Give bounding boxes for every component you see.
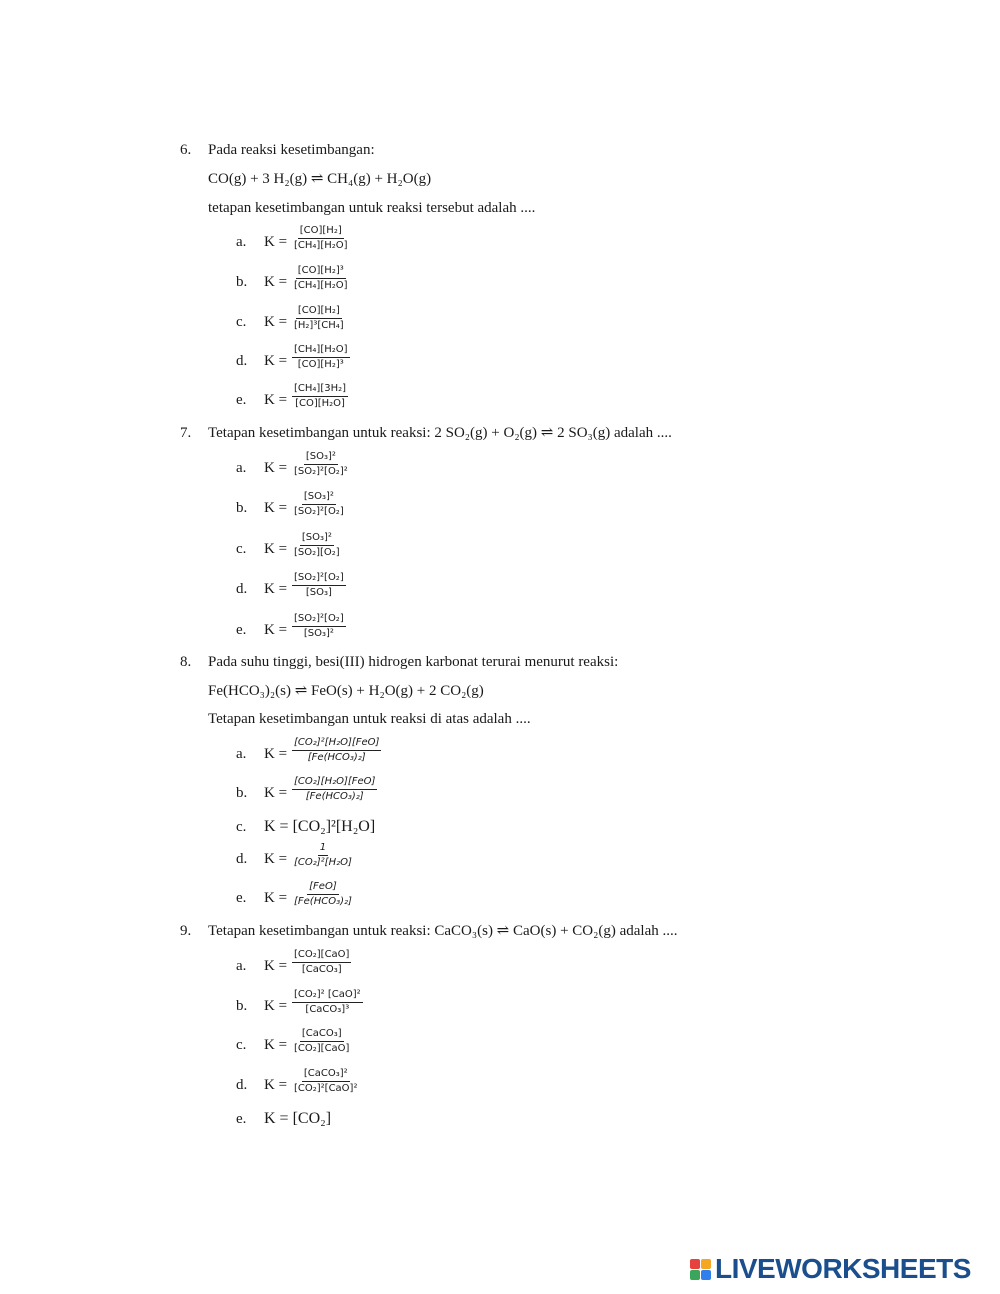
option-letter: c. — [236, 541, 247, 557]
question-number: 9. — [180, 923, 192, 939]
denominator: [CO₂]²[H₂O] — [294, 857, 352, 868]
option-letter: c. — [236, 819, 247, 835]
option-b[interactable] — [236, 491, 836, 525]
numerator: [CH₄][H₂O] — [292, 344, 350, 358]
option-letter: b. — [236, 998, 248, 1014]
fraction — [292, 881, 354, 908]
option-d[interactable] — [236, 572, 836, 606]
option-letter: e. — [236, 890, 247, 906]
k-label: K = [CO₂]²[H₂O] — [264, 818, 376, 835]
option-b[interactable] — [236, 776, 836, 810]
k-label: K = — [264, 353, 288, 369]
denominator: [H₂]³[CH₄] — [294, 320, 344, 331]
denominator: [CO₂]²[CaO]² — [294, 1083, 358, 1094]
denominator: [CH₄][H₂O] — [294, 280, 348, 291]
option-e[interactable] — [236, 1102, 836, 1136]
denominator: [SO₂]²[O₂] — [294, 506, 344, 517]
k-label: K = — [264, 998, 288, 1014]
numerator: [CH₄][3H₂] — [292, 383, 348, 397]
option-letter: b. — [236, 274, 248, 290]
k-label: K = [CO₂] — [264, 1110, 332, 1127]
option-letter: d. — [236, 851, 248, 867]
denominator: [Fe(HCO₃)₂] — [294, 896, 352, 907]
option-letter: e. — [236, 622, 247, 638]
denominator: [Fe(HCO₃)₂] — [305, 791, 364, 802]
k-label: K = — [264, 500, 288, 516]
fraction — [292, 949, 351, 976]
fraction — [292, 265, 350, 292]
option-a[interactable] — [236, 737, 836, 771]
option-b[interactable] — [236, 989, 836, 1023]
numerator: [FeO] — [307, 881, 339, 895]
logo-text: LIVEWORKSHEETS — [715, 1253, 971, 1284]
k-label: K = — [264, 622, 288, 638]
denominator: [SO₂]²[O₂]² — [294, 466, 348, 477]
denominator: [CaCO₃]³ — [305, 1004, 350, 1015]
fraction — [292, 532, 342, 559]
option-c[interactable] — [236, 810, 836, 844]
k-label: K = — [264, 234, 288, 250]
option-a[interactable] — [236, 451, 836, 485]
question-line: Pada suhu tinggi, besi(III) hidrogen karbonat terurai menurut reaksi: — [208, 654, 619, 670]
denominator: [CO₂][CaO] — [294, 1043, 350, 1054]
denominator: [Fe(HCO₃)₂] — [307, 752, 366, 763]
option-a[interactable] — [236, 949, 836, 983]
numerator: [SO₃]² — [304, 451, 338, 465]
numerator: [SO₃]² — [300, 532, 334, 546]
fraction — [292, 451, 350, 478]
k-label: K = — [264, 1037, 288, 1053]
k-label: K = — [264, 1077, 288, 1093]
question-number: 6. — [180, 142, 192, 158]
numerator: [SO₃]² — [302, 491, 336, 505]
question-line: Tetapan kesetimbangan untuk reaksi di atas adalah .... — [208, 711, 531, 727]
question-7 — [180, 424, 880, 644]
question-line: tetapan kesetimbangan untuk reaksi tersebut adalah .... — [208, 200, 536, 216]
numerator: [CO₂]² [CaO]² — [292, 989, 363, 1003]
k-label: K = — [264, 314, 288, 330]
question-number: 7. — [180, 425, 192, 441]
numerator: [CaCO₃]² — [302, 1068, 350, 1082]
option-letter: c. — [236, 314, 247, 330]
option-letter: e. — [236, 1111, 247, 1127]
option-d[interactable] — [236, 344, 836, 378]
option-e[interactable] — [236, 613, 836, 647]
fraction — [292, 613, 346, 640]
fraction — [292, 491, 346, 518]
numerator: 1 — [318, 842, 328, 856]
fraction — [292, 737, 381, 764]
question-9 — [180, 922, 880, 1132]
k-label: K = — [264, 785, 288, 801]
k-label: K = — [264, 460, 288, 476]
denominator: [CO][H₂O] — [295, 398, 345, 409]
option-d[interactable] — [236, 842, 836, 876]
option-letter: c. — [236, 1037, 247, 1053]
option-letter: b. — [236, 500, 248, 516]
fraction — [292, 842, 354, 869]
numerator: [CaCO₃] — [300, 1028, 344, 1042]
numerator: [SO₂]²[O₂] — [292, 613, 346, 627]
k-label: K = — [264, 392, 288, 408]
fraction — [292, 305, 346, 332]
k-label: K = — [264, 958, 288, 974]
question-line: Tetapan kesetimbangan untuk reaksi: CaCO₃(s) ⇌ CaO(s) + CO₂(g) adalah .... — [208, 923, 678, 939]
fraction — [292, 1028, 351, 1055]
numerator: [CO][H₂] — [298, 225, 344, 239]
numerator: [CO₂][CaO] — [292, 949, 351, 963]
denominator: [SO₂][O₂] — [294, 547, 340, 558]
numerator: [CO][H₂]³ — [296, 265, 346, 279]
k-label: K = — [264, 746, 288, 762]
option-letter: d. — [236, 581, 248, 597]
logo-square — [690, 1270, 700, 1280]
option-letter: e. — [236, 392, 247, 408]
option-letter: d. — [236, 1077, 248, 1093]
question-8 — [180, 653, 880, 918]
k-label: K = — [264, 541, 288, 557]
reaction-equation: Fe(HCO₃)₂(s) ⇌ FeO(s) + H₂O(g) + 2 CO₂(g) — [208, 683, 484, 699]
k-label: K = — [264, 890, 288, 906]
denominator: [SO₃]² — [303, 628, 334, 639]
k-label: K = — [264, 274, 288, 290]
k-label: K = — [264, 581, 288, 597]
option-letter: a. — [236, 746, 247, 762]
option-letter: d. — [236, 353, 248, 369]
option-c[interactable] — [236, 1028, 836, 1062]
option-e[interactable] — [236, 881, 836, 915]
option-letter: a. — [236, 460, 247, 476]
logo-squares-icon — [690, 1259, 711, 1280]
fraction — [292, 776, 377, 803]
fraction — [292, 344, 350, 371]
option-e[interactable] — [236, 383, 836, 417]
option-letter: a. — [236, 234, 247, 250]
option-c[interactable] — [236, 532, 836, 566]
question-number: 8. — [180, 654, 192, 670]
numerator: [CO₂][H₂O][FeO] — [292, 776, 377, 790]
fraction — [292, 572, 346, 599]
numerator: [CO][H₂] — [296, 305, 342, 319]
fraction — [292, 225, 350, 252]
denominator: [CH₄][H₂O] — [294, 240, 348, 251]
denominator: [CaCO₃] — [301, 964, 342, 975]
logo-square — [690, 1259, 700, 1269]
liveworksheets-logo — [690, 1254, 971, 1284]
denominator: [CO][H₂]³ — [297, 359, 344, 370]
option-c[interactable] — [236, 305, 836, 339]
fraction — [292, 1068, 359, 1095]
logo-square — [701, 1270, 711, 1280]
k-label: K = — [264, 851, 288, 867]
option-letter: a. — [236, 958, 247, 974]
fraction — [292, 383, 348, 410]
option-a[interactable] — [236, 225, 836, 259]
denominator: [SO₃] — [305, 587, 332, 598]
option-letter: b. — [236, 785, 248, 801]
question-line: Tetapan kesetimbangan untuk reaksi: 2 SO₂(g) + O₂(g) ⇌ 2 SO₃(g) adalah .... — [208, 425, 672, 441]
fraction — [292, 989, 363, 1016]
numerator: [SO₂]²[O₂] — [292, 572, 346, 586]
question-6 — [180, 141, 880, 421]
option-b[interactable] — [236, 265, 836, 299]
numerator: [CO₂]²[H₂O][FeO] — [292, 737, 381, 751]
question-line: Pada reaksi kesetimbangan: — [208, 142, 375, 158]
reaction-equation: CO(g) + 3 H₂(g) ⇌ CH₄(g) + H₂O(g) — [208, 171, 432, 187]
option-d[interactable] — [236, 1068, 836, 1102]
logo-square — [701, 1259, 711, 1269]
